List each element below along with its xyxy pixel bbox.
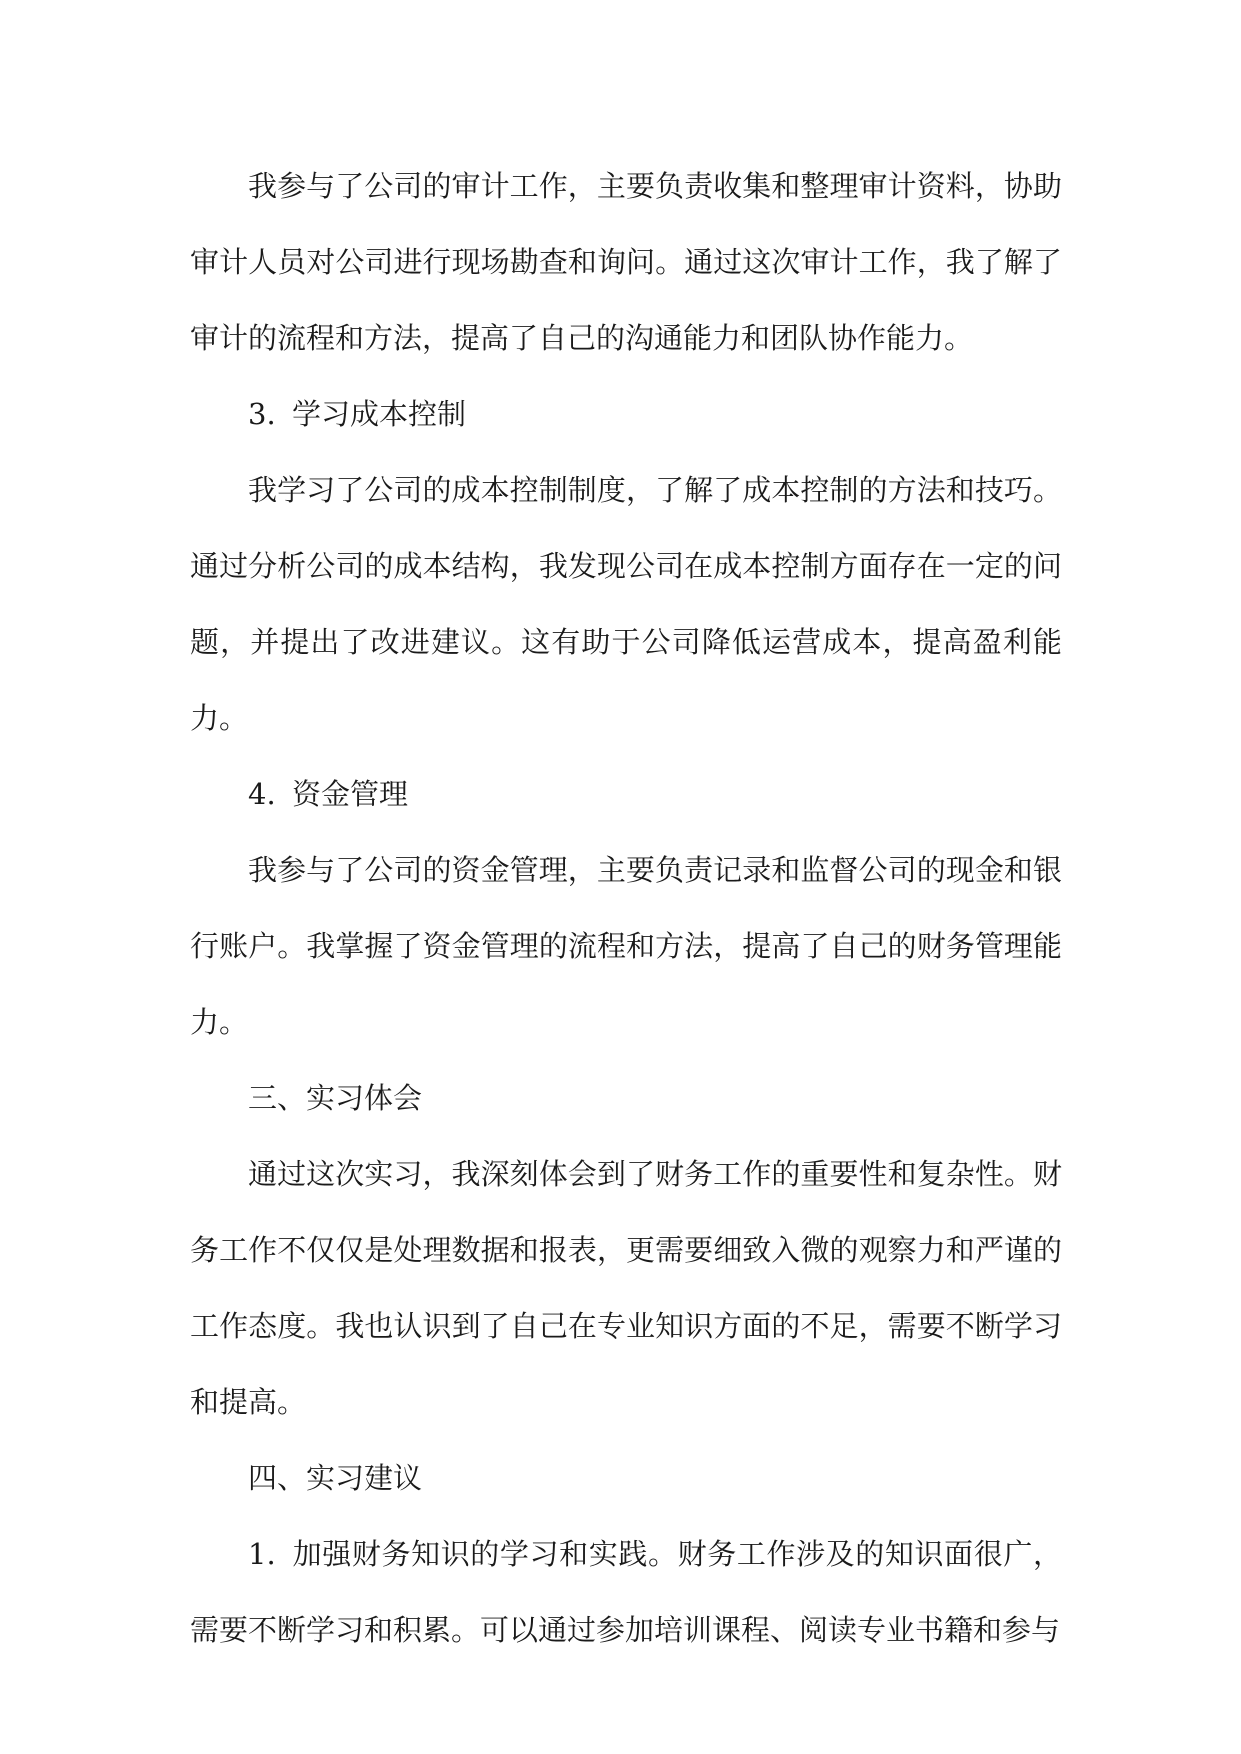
paragraph-fund-management: 我参与了公司的资金管理，主要负责记录和监督公司的现金和银行账户。我掌握了资金管理的流程和方法，提高了自己的财务管理能力。: [190, 853, 1062, 1039]
heading-cost-control: [190, 376, 1062, 452]
heading-text: 资金管理: [292, 777, 409, 811]
document-body: [190, 148, 1062, 1668]
list-text: 加强财务知识的学习和实践。财务工作涉及的知识面很广，需要不断学习和积累。可以通过参加培训课程、阅读专业书籍和参与: [190, 1537, 1062, 1647]
paragraph-internship-reflection: 通过这次实习，我深刻体会到了财务工作的重要性和复杂性。财务工作不仅仅是处理数据和报表，更需要细致入微的观察力和严谨的工作态度。我也认识到了自己在专业知识方面的不足，需要不断学习和提高。: [190, 1157, 1062, 1419]
heading-fund-management: [190, 756, 1062, 832]
paragraph-cost-control: 我学习了公司的成本控制制度，了解了成本控制的方法和技巧。通过分析公司的成本结构，我发现公司在成本控制方面存在一定的问题，并提出了改进建议。这有助于公司降低运营成本，提高盈利能力。: [190, 473, 1062, 735]
paragraph-audit: 我参与了公司的审计工作，主要负责收集和整理审计资料，协助审计人员对公司进行现场勘查和询问。通过这次审计工作，我了解了审计的流程和方法，提高了自己的沟通能力和团队协作能力。: [190, 169, 1062, 355]
list-number: 1.: [248, 1537, 276, 1571]
heading-number: 3.: [248, 397, 276, 431]
heading-number: 4.: [248, 777, 276, 811]
heading-internship-reflection: 三、实习体会: [248, 1081, 423, 1115]
paragraph-suggestion-1: [190, 1516, 1062, 1668]
heading-internship-suggestions: 四、实习建议: [248, 1461, 423, 1495]
heading-text: 学习成本控制: [292, 397, 467, 431]
